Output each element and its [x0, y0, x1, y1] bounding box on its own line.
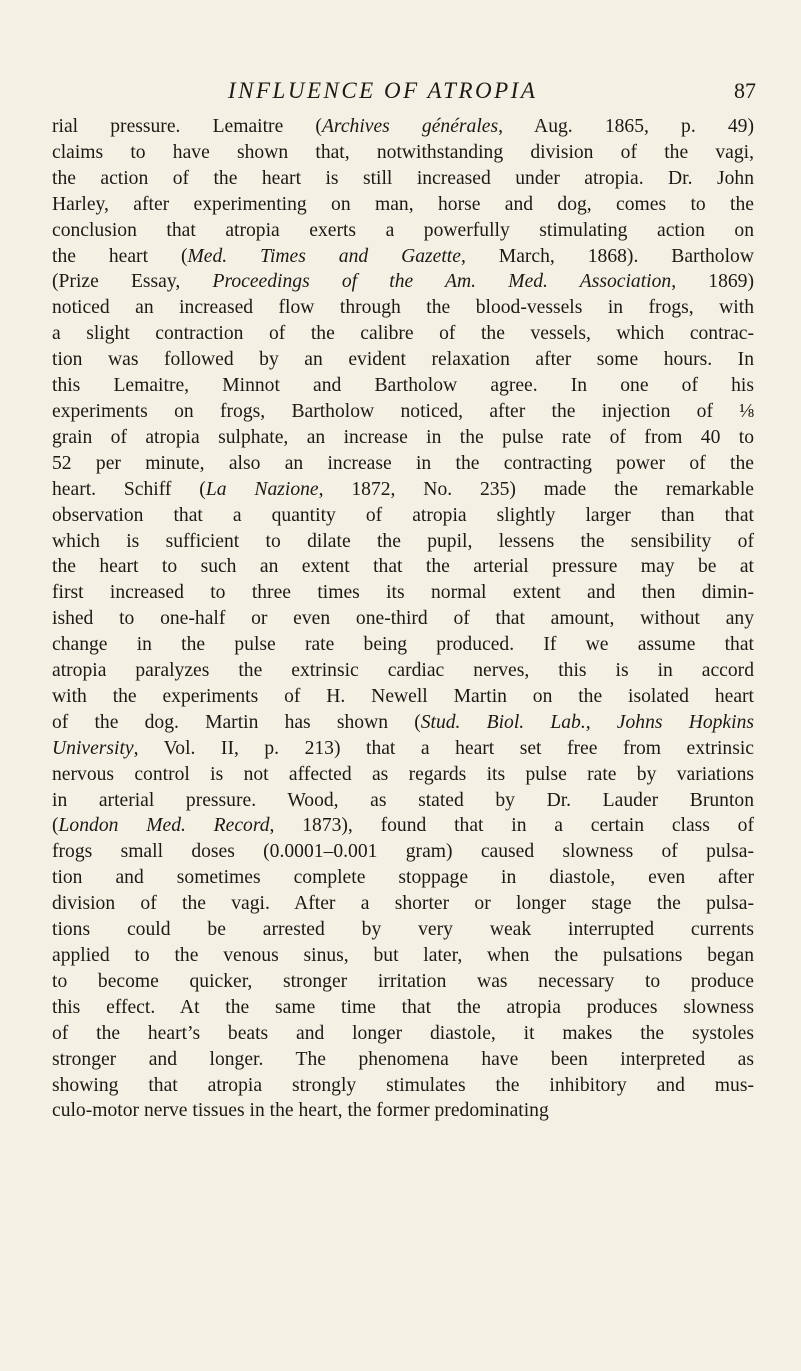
text-line	[52, 399, 754, 425]
text-run: observation that a quantity of atropia slightly larger than that	[52, 504, 754, 526]
running-header	[0, 78, 801, 106]
text-run: a slight contraction of the calibre of the vessels, which contrac-	[52, 323, 754, 345]
text-run: change in the pulse rate being produced. If we assume that	[52, 634, 754, 656]
text-line	[52, 244, 754, 270]
text-line	[52, 839, 754, 865]
text-run: (	[52, 815, 59, 837]
text-run: rial pressure. Lemaitre (	[52, 116, 322, 137]
text-line	[52, 269, 754, 295]
text-line	[52, 347, 754, 373]
text-run: experiments on frogs, Bartholow noticed, after the injection of ⅛	[52, 400, 754, 422]
text-line	[52, 891, 754, 917]
text-line	[52, 425, 754, 451]
text-line	[52, 580, 754, 606]
text-line	[52, 114, 754, 140]
text-line	[52, 710, 754, 736]
italic-citation: La Nazione	[205, 478, 319, 500]
text-line	[52, 554, 754, 580]
text-run: heart. Schiff (	[52, 478, 206, 500]
text-run: the action of the heart is still increased under atropia. Dr. John	[52, 167, 754, 189]
text-run: in arterial pressure. Wood, as stated by Dr. Lauder Brunton	[52, 789, 754, 811]
text-run: this effect. At the same time that the atropia produces slowness	[52, 996, 754, 1018]
text-line	[52, 529, 754, 555]
text-line	[52, 503, 754, 529]
text-line	[52, 451, 754, 477]
text-line	[52, 813, 754, 839]
text-run: culo-motor nerve tissues in the heart, the former predominating	[52, 1100, 549, 1122]
text-run: atropia paralyzes the extrinsic cardiac nerves, this is in accord	[52, 660, 754, 682]
text-line	[52, 477, 754, 503]
text-run: the heart (	[52, 245, 188, 267]
italic-citation: Stud. Biol. Lab., Johns Hopkins	[420, 711, 754, 733]
text-run: stronger and longer. The phenomena have been interpreted as	[52, 1048, 754, 1070]
text-run: with the experiments of H. Newell Martin on the isolated heart	[52, 685, 754, 707]
text-line	[52, 1021, 754, 1047]
running-title: INFLUENCE OF ATROPIA	[228, 78, 538, 103]
text-line	[52, 1047, 754, 1073]
text-run: to become quicker, stronger irritation was necessary to produce	[52, 970, 754, 992]
text-run: 52 per minute, also an increase in the contracting power of the	[52, 452, 754, 474]
text-run: claims to have shown that, notwithstanding division of the vagi,	[52, 141, 754, 163]
text-line	[52, 218, 754, 244]
text-line	[52, 762, 754, 788]
text-run: Harley, after experimenting on man, horse and dog, comes to the	[52, 193, 754, 215]
text-line	[52, 632, 754, 658]
text-run: which is sufficient to dilate the pupil, lessens the sensibility of	[52, 530, 754, 552]
text-run: of the dog. Martin has shown (	[52, 711, 421, 733]
italic-citation: Med. Times and Gazette	[187, 245, 461, 267]
text-line	[52, 373, 754, 399]
text-run: this Lemaitre, Minnot and Bartholow agree. In one of his	[52, 375, 754, 397]
text-line	[52, 1098, 754, 1124]
text-run: (Prize Essay,	[52, 271, 213, 293]
page-number: 87	[734, 78, 756, 103]
text-line	[52, 606, 754, 632]
text-line	[52, 995, 754, 1021]
text-run: , Aug. 1865, p. 49)	[498, 116, 754, 137]
italic-citation: Proceedings of the Am. Med. Association	[212, 271, 672, 293]
text-run: showing that atropia strongly stimulates the inhibitory and mus-	[52, 1074, 754, 1096]
text-run: division of the vagi. After a shorter or longer stage the pulsa-	[52, 893, 754, 915]
text-run: , 1873), found that in a certain class of	[269, 815, 755, 837]
text-run: , Vol. II, p. 213) that a heart set free from extrinsic	[133, 737, 754, 759]
text-run: frogs small doses (0.0001–0.001 gram) caused slowness of pulsa-	[52, 841, 754, 863]
text-line	[52, 192, 754, 218]
text-run: grain of atropia sulphate, an increase in the pulse rate of from 40 to	[52, 426, 754, 448]
text-line	[52, 917, 754, 943]
text-line	[52, 140, 754, 166]
text-line	[52, 865, 754, 891]
italic-citation: London Med. Record	[58, 815, 270, 837]
text-line	[52, 166, 754, 192]
text-run: of the heart’s beats and longer diastole, it makes the systoles	[52, 1022, 754, 1044]
text-run: applied to the venous sinus, but later, when the pulsations began	[52, 945, 754, 966]
text-line	[52, 295, 754, 321]
text-line	[52, 1073, 754, 1099]
text-run: , 1872, No. 235) made the remarkable	[318, 478, 754, 500]
text-run: , March, 1868). Bartholow	[460, 245, 754, 267]
body-paragraph	[52, 114, 754, 1124]
text-run: tion and sometimes complete stoppage in diastole, even after	[52, 867, 754, 889]
text-line	[52, 943, 754, 969]
text-run: first increased to three times its normal extent and then dimin-	[52, 582, 754, 604]
text-run: tion was followed by an evident relaxation after some hours. In	[52, 349, 754, 371]
text-line	[52, 658, 754, 684]
text-run: the heart to such an extent that the arterial pressure may be at	[52, 556, 754, 578]
text-run: ished to one-half or even one-third of that amount, without any	[52, 608, 754, 630]
text-run: conclusion that atropia exerts a powerfully stimulating action on	[52, 219, 754, 241]
text-line	[52, 684, 754, 710]
text-line	[52, 321, 754, 347]
text-run: , 1869)	[671, 271, 755, 293]
text-line	[52, 969, 754, 995]
text-run: tions could be arrested by very weak interrupted currents	[52, 919, 754, 941]
text-run: nervous control is not affected as regards its pulse rate by variations	[52, 763, 754, 785]
italic-citation: Archives générales	[321, 116, 499, 137]
text-run: noticed an increased flow through the blood-vessels in frogs, with	[52, 297, 754, 319]
italic-citation: University	[52, 737, 134, 759]
text-line	[52, 788, 754, 814]
text-line	[52, 736, 754, 762]
